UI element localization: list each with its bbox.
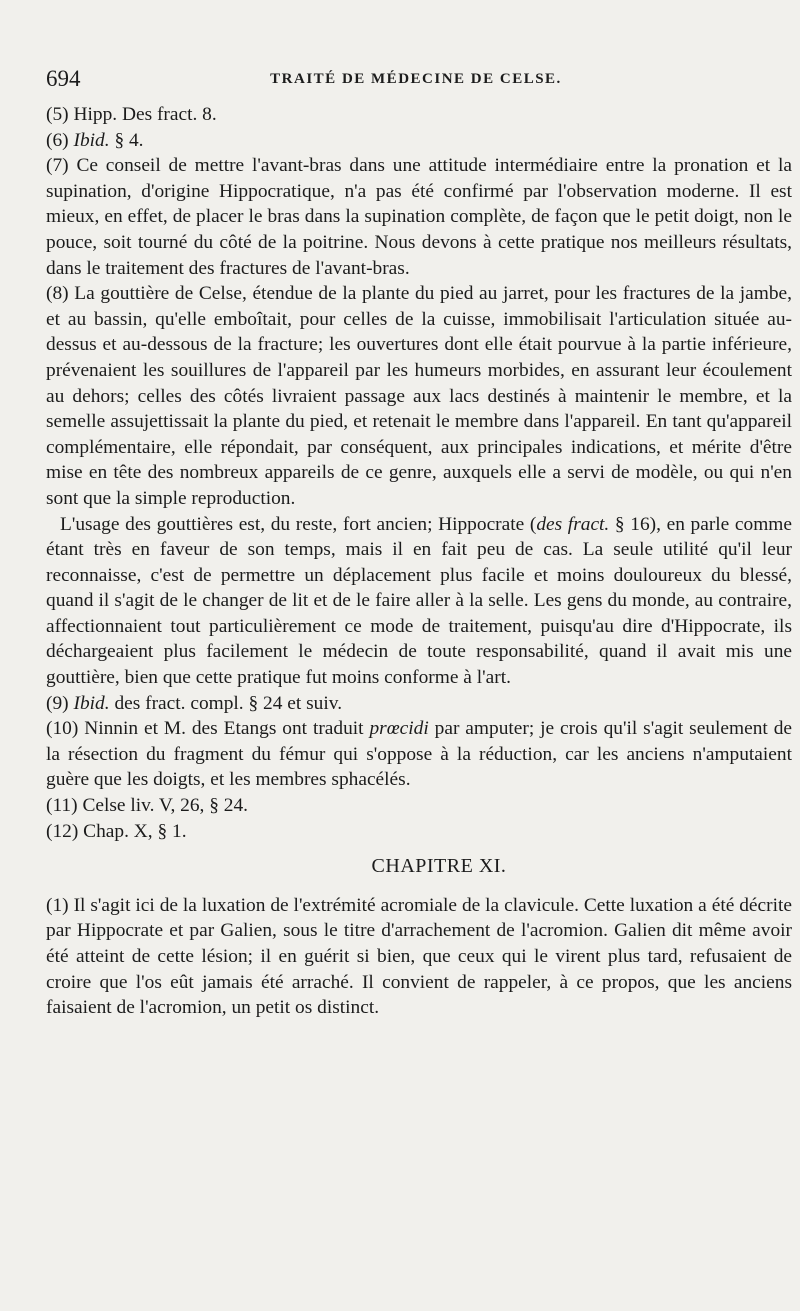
note-number: (12) [46, 820, 79, 842]
note-text: § 4. [114, 129, 144, 151]
note-8 [46, 281, 792, 511]
note-italic: prœcidi [369, 718, 429, 740]
note-text: Celse liv. V, 26, § 24. [82, 795, 249, 817]
note-text: Ce conseil de mettre l'avant-bras dans une attitude intermédiaire entre la pronation et la supination, d'origine Hippocratique, n'a pas été confirmé par l'observation moderne. Il est mieux, en effet, de placer le bras dans la supination complète, de façon que le petit doigt, non le pouce, soit tourné du côté de la poitrine. Nous devons à cette pratique nos meilleurs résultats, dans le traitement des fractures de l'avant-bras. [46, 155, 792, 279]
note-number: (9) [46, 692, 69, 714]
note-italic: des fract. [536, 513, 610, 535]
note-text: L'usage des gouttières est, du reste, fort ancien; Hippocrate ( [60, 513, 537, 535]
chapter-heading: CHAPITRE XI. [371, 855, 507, 878]
note-text: Chap. X, § 1. [83, 820, 187, 842]
note-text: Hipp. Des fract. 8. [73, 104, 217, 125]
note-text: par amputer; je crois qu'il s'agit seulement de la résection du fragment du fémur qui s'oppose à la réduction, car les anciens n'amputaient guère que les doigts, et les membres sphacélés. [46, 718, 792, 791]
note-6 [46, 128, 792, 154]
note-text: § 16), en parle comme étant très en faveur de son temps, mais il en fait peu de cas. La seule utilité qu'il leur reconnaisse, c'est de permettre un déplacement plus facile et moins douloureux du blessé, quand il s'agit de le changer de lit et de le faire aller à la selle. Les gens du monde, au contraire, affectionnaient tout particulièrement ce mode de traitement, puisqu'au dire d'Hippocrate, ils déchargeaient plus facilement le médecin de toute responsabilité, quand il avait mis une gouttière, bien que cette pratique fut moins conforme à l'art. [46, 513, 792, 689]
note-italic: Ibid. [73, 692, 110, 714]
note-12 [46, 819, 792, 845]
note-number: (11) [46, 795, 78, 817]
note-10 [46, 716, 792, 793]
note-number: (1) [46, 894, 69, 916]
page-body [46, 102, 792, 1021]
note-number: (5) [46, 104, 69, 125]
note-7 [46, 153, 792, 281]
note-8-continued [46, 512, 792, 691]
page-number: 694 [46, 66, 81, 91]
note-text: des fract. compl. § 24 et suiv. [114, 692, 343, 714]
note-text: Il s'agit ici de la luxation de l'extrémité acromiale de la clavicule. Cette luxation a été décrite par Hippocrate et par Galien, sous le titre d'arrachement de l'acromion. Galien dit même avoir été atteint de cette lésion; il en guérit si bien, que ceux qui le virent plus tard, refusaient de croire que l'os eût jamais été arraché. Il convient de rappeler, à ce propos, que les anciens faisaient de l'acromion, un petit os distinct. [46, 894, 792, 1019]
running-title: TRAITÉ DE MÉDECINE DE CELSE. [270, 71, 562, 87]
ch11-note-1 [46, 893, 792, 1021]
note-text: Ninnin et M. des Etangs ont traduit [84, 718, 370, 740]
page-header [46, 66, 786, 96]
note-number: (8) [46, 283, 69, 305]
note-11 [46, 793, 792, 819]
note-9 [46, 691, 792, 717]
note-5 [46, 102, 792, 128]
note-text: La gouttière de Celse, étendue de la plante du pied au jarret, pour les fractures de la jambe, et au bassin, qu'elle emboîtait, pour celles de la cuisse, immobilisait l'articulation située au-dessus et au-dessous de la fracture; les ouvertures dont elle était pourvue à la partie inférieure, prévenaient les souillures de l'appareil par les humeurs morbides, en assurant leur écoulement au dehors; celles des côtés livraient passage aux lacs destinés à maintenir le membre, et la semelle assujettissait la plante du pied, et retenait le membre dans l'appareil. En tant qu'appareil complémentaire, elle répondait, par conséquent, aux principales indications, et mérite d'être mise en tête des nombreux appareils de ce genre, auxquels elle a servi de modèle, ou qui n'en sont que la simple reproduction. [46, 283, 792, 509]
note-number: (10) [46, 718, 79, 740]
note-italic: Ibid. [73, 129, 110, 151]
note-number: (7) [46, 155, 69, 177]
note-number: (6) [46, 129, 69, 151]
